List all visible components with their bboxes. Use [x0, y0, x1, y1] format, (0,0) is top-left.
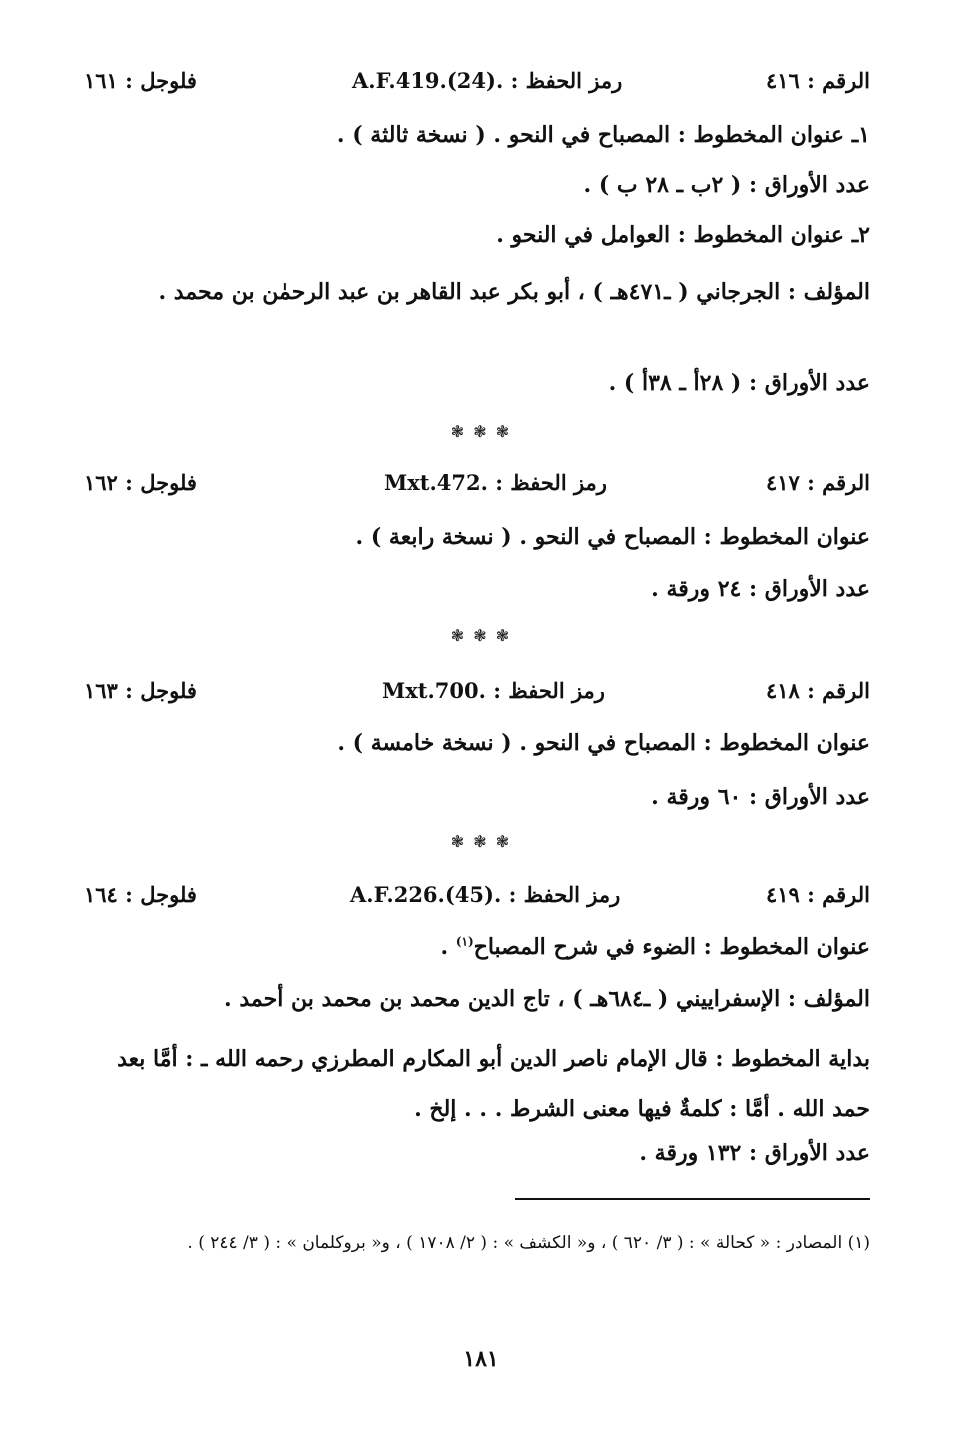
- entry-header: [0, 68, 962, 108]
- entry-line: عنوان المخطوط : المصباح في النحو . ( نسخة خامسة ) .: [337, 730, 870, 756]
- section-separator: ❃ ❃ ❃: [450, 832, 512, 851]
- entry-line: عنوان المخطوط : المصباح في النحو . ( نسخة رابعة ) .: [355, 524, 870, 550]
- entry-number: الرقم : ٤١٨: [765, 678, 870, 703]
- shelfmark: رمز الحفظ : .Mxt.700: [382, 678, 605, 703]
- entry-title-text: عنوان المخطوط : الضوء في شرح المصباح: [473, 934, 870, 960]
- entry-header: [0, 882, 962, 922]
- entry-header: [0, 470, 962, 510]
- entry-line: ١ـ عنوان المخطوط : المصباح في النحو . ( نسخة ثالثة ) .: [336, 122, 870, 148]
- section-separator: ❃ ❃ ❃: [450, 422, 512, 441]
- shelfmark: رمز الحفظ : .A.F.226.(45): [350, 882, 621, 907]
- entry-line: عدد الأوراق : ٦٠ ورقة .: [651, 784, 870, 810]
- flugel-number: فلوجل : ١٦١: [84, 68, 197, 93]
- section-separator: ❃ ❃ ❃: [450, 626, 512, 645]
- shelfmark: رمز الحفظ : .Mxt.472: [384, 470, 607, 495]
- entry-header: [0, 678, 962, 718]
- shelfmark: رمز الحفظ : .A.F.419.(24): [352, 68, 623, 93]
- entry-title-end: .: [440, 934, 456, 960]
- entry-number: الرقم : ٤١٧: [765, 470, 870, 495]
- entry-line: عدد الأوراق : ١٣٢ ورقة .: [639, 1140, 870, 1166]
- flugel-number: فلوجل : ١٦٢: [84, 470, 197, 495]
- entry-line: عدد الأوراق : ( ٢ب ـ ٢٨ ب ) .: [583, 172, 870, 198]
- entry-number: الرقم : ٤١٦: [765, 68, 870, 93]
- entry-line: عدد الأوراق : ( ٢٨أ ـ ٣٨أ ) .: [608, 370, 870, 396]
- entry-line: ٢ـ عنوان المخطوط : العوامل في النحو .: [496, 222, 870, 248]
- flugel-number: فلوجل : ١٦٤: [84, 882, 197, 907]
- page-number: ١٨١: [463, 1346, 499, 1372]
- entry-line: بداية المخطوط : قال الإمام ناصر الدين أبو المكارم المطرزي رحمه الله ـ : أمَّا بعد حمد الله . أمَّا : كلمةٌ فيها معنى الشرط . . . إلخ .: [117, 1046, 870, 1122]
- entry-line: المؤلف : الإسفراييني ( ـ٦٨٤هـ ) ، تاج الدين محمد بن محمد بن أحمد .: [224, 986, 870, 1012]
- footnote-reference: (١): [455, 934, 474, 949]
- entry-number: الرقم : ٤١٩: [765, 882, 870, 907]
- flugel-number: فلوجل : ١٦٣: [84, 678, 197, 703]
- entry-title-line: [440, 934, 870, 960]
- footnote-rule: [515, 1198, 870, 1200]
- entry-line: عدد الأوراق : ٢٤ ورقة .: [651, 576, 870, 602]
- entry-line: المؤلف : الجرجاني ( ـ٤٧١هـ ) ، أبو بكر عبد القاهر بن عبد الرحمٰن بن محمد .: [158, 279, 870, 305]
- footnote: (١) المصادر : « كحالة » : ( ٣/ ٦٢٠ ) ، و« الكشف » : ( ٢/ ١٧٠٨ ) ، و« بروكلمان » : ( ٣/ ٢٤٤ ) .: [187, 1233, 870, 1253]
